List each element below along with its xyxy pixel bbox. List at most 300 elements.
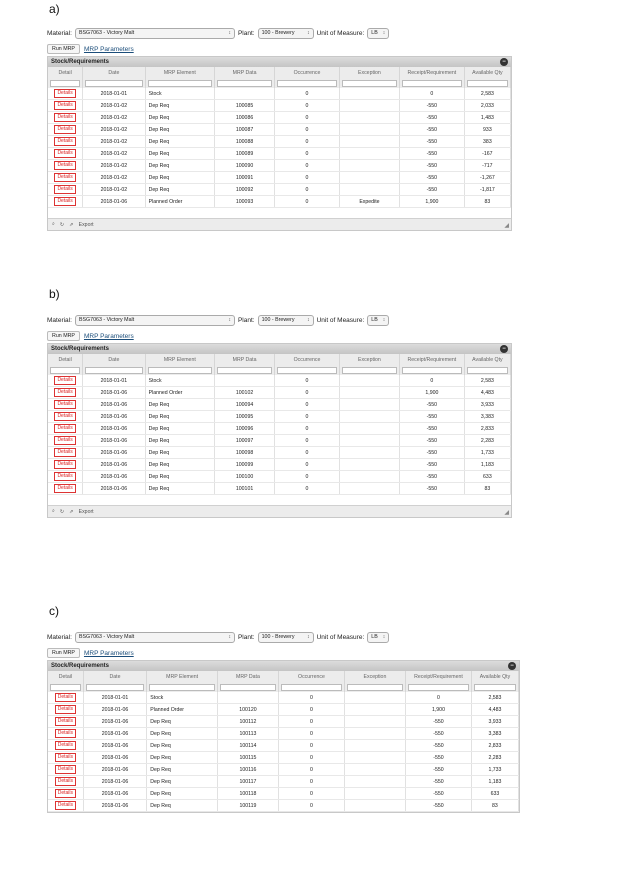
filter-input[interactable] (86, 684, 145, 691)
uom-label: Unit of Measure: (316, 633, 365, 641)
mrp-parameters-link[interactable]: MRP Parameters (83, 45, 134, 53)
table-cell: 2,833 (471, 740, 518, 752)
filter-input[interactable] (277, 80, 337, 87)
table-cell: 0 (279, 752, 345, 764)
table-cell: -167 (464, 148, 510, 160)
details-button[interactable]: Details (54, 149, 75, 158)
table-cell: 100086 (215, 112, 275, 124)
run-mrp-button[interactable]: Run MRP (47, 648, 80, 658)
table-cell (344, 740, 405, 752)
grid-title: Stock/Requirements (51, 663, 110, 669)
detail-cell (48, 459, 83, 471)
filter-cell (279, 682, 345, 692)
plant-select[interactable] (258, 315, 314, 326)
table-cell: Dep Req (147, 788, 218, 800)
table-cell: 100090 (215, 160, 275, 172)
details-button[interactable]: Details (54, 400, 75, 409)
material-label: Material: (47, 316, 72, 324)
table-cell: 100112 (217, 716, 278, 728)
table-cell: 2,583 (471, 692, 518, 704)
filter-cell (344, 682, 405, 692)
filter-input[interactable] (402, 80, 462, 87)
table-cell (339, 459, 399, 471)
filter-input[interactable] (402, 367, 462, 374)
filter-input[interactable] (408, 684, 469, 691)
table-cell: 633 (464, 471, 510, 483)
table-cell: 1,733 (464, 447, 510, 459)
table-cell: -550 (400, 483, 465, 495)
panel-label-a: a) (49, 2, 60, 16)
table-row (48, 112, 511, 124)
filter-input[interactable] (277, 367, 337, 374)
table-cell: 0 (279, 740, 345, 752)
select-arrow-icon: ↕ (228, 317, 231, 323)
grid-title: Stock/Requirements (51, 346, 110, 352)
column-header[interactable]: Exception (339, 354, 399, 365)
filter-input[interactable] (50, 684, 81, 691)
column-header[interactable]: Detail (48, 67, 83, 78)
table-cell (339, 399, 399, 411)
table-cell: 2018-01-06 (83, 728, 147, 740)
table-cell: 1,900 (406, 704, 472, 716)
table-cell: 2018-01-02 (83, 124, 145, 136)
detail-cell (48, 100, 83, 112)
table-cell: 0 (275, 387, 340, 399)
table-cell: 0 (275, 184, 340, 196)
filter-cell (339, 365, 399, 375)
table-cell (339, 88, 399, 100)
refresh-icon[interactable]: ↻ (59, 221, 65, 228)
detail-cell (48, 124, 83, 136)
table-cell (339, 471, 399, 483)
details-button[interactable]: Details (55, 789, 76, 798)
table-row (48, 447, 511, 459)
table-row (48, 788, 519, 800)
detail-cell (48, 148, 83, 160)
details-button[interactable]: Details (54, 412, 75, 421)
table-row (48, 483, 511, 495)
table-cell: -550 (406, 800, 472, 812)
select-arrow-icon: ↕ (307, 634, 310, 640)
details-button[interactable]: Details (55, 717, 76, 726)
table-row (48, 752, 519, 764)
details-button[interactable]: Details (54, 173, 75, 182)
table-cell: Dep Req (145, 435, 214, 447)
grid-empty-space (48, 208, 511, 218)
table-cell: 0 (275, 136, 340, 148)
filter-input[interactable] (148, 367, 212, 374)
mrp-screen-b (47, 311, 512, 518)
filter-input[interactable] (85, 367, 142, 374)
details-button[interactable]: Details (55, 693, 76, 702)
column-header[interactable]: Exception (339, 67, 399, 78)
column-header[interactable]: MRP Data (215, 67, 275, 78)
table-cell: 4,483 (464, 387, 510, 399)
table-cell: 2018-01-06 (83, 752, 147, 764)
details-button[interactable]: Details (55, 753, 76, 762)
detail-cell (48, 788, 83, 800)
filter-input[interactable] (347, 684, 403, 691)
resize-handle-icon[interactable]: ◢ (504, 510, 509, 516)
refresh-icon[interactable]: ↻ (59, 508, 65, 515)
table-cell: 2,583 (464, 88, 510, 100)
details-button[interactable]: Details (55, 729, 76, 738)
details-button[interactable]: Details (55, 777, 76, 786)
filter-input[interactable] (149, 684, 215, 691)
filter-cell (217, 682, 278, 692)
filter-row (48, 78, 511, 88)
column-header[interactable]: Available Qty (464, 354, 510, 365)
filter-input[interactable] (50, 367, 80, 374)
column-header[interactable]: Date (83, 354, 145, 365)
table-cell: 2018-01-06 (83, 764, 147, 776)
collapse-icon[interactable]: − (508, 662, 516, 670)
export-icon[interactable]: ⇗ (69, 508, 74, 515)
select-arrow-icon: ↕ (307, 317, 310, 323)
filter-cell (83, 78, 145, 88)
table-cell: Dep Req (145, 112, 214, 124)
column-header[interactable]: Detail (48, 671, 83, 682)
column-header[interactable]: Occurrence (279, 671, 345, 682)
filter-input[interactable] (217, 367, 272, 374)
filter-input[interactable] (281, 684, 342, 691)
table-row (48, 423, 511, 435)
column-header[interactable]: Occurrence (275, 67, 340, 78)
filter-input[interactable] (467, 80, 508, 87)
table-cell: 1,900 (400, 387, 465, 399)
details-button[interactable]: Details (54, 424, 75, 433)
table-cell (339, 447, 399, 459)
column-header[interactable]: Occurrence (275, 354, 340, 365)
table-cell: 0 (400, 375, 465, 387)
column-header[interactable]: Date (83, 671, 147, 682)
details-button[interactable]: Details (54, 388, 75, 397)
material-select[interactable] (75, 315, 235, 326)
column-header[interactable]: MRP Data (215, 354, 275, 365)
details-button[interactable]: Details (54, 436, 75, 445)
table-cell: -717 (464, 160, 510, 172)
table-cell: 1,900 (400, 196, 465, 208)
filter-row (48, 682, 519, 692)
details-button[interactable]: Details (54, 113, 75, 122)
table-cell: 2018-01-06 (83, 483, 145, 495)
details-button[interactable]: Details (54, 484, 75, 493)
table-cell: 2,833 (464, 423, 510, 435)
select-arrow-icon: ↕ (307, 30, 310, 36)
table-cell: 0 (275, 148, 340, 160)
table-cell: 100088 (215, 136, 275, 148)
column-header[interactable]: Detail (48, 354, 83, 365)
plant-value: 100 - Brewery (261, 317, 295, 323)
table-cell (344, 776, 405, 788)
table-cell (339, 423, 399, 435)
collapse-icon[interactable]: − (500, 58, 508, 66)
grid-empty-space (48, 495, 511, 505)
grid-pager (48, 218, 511, 230)
resize-handle-icon[interactable]: ◢ (504, 223, 509, 229)
table-row (48, 399, 511, 411)
details-button[interactable]: Details (55, 801, 76, 810)
filter-row (48, 365, 511, 375)
table-cell: 4,483 (471, 704, 518, 716)
table-cell: 2018-01-02 (83, 184, 145, 196)
panel-label-b: b) (49, 287, 60, 301)
table-row (48, 704, 519, 716)
table-cell: 1,733 (471, 764, 518, 776)
plant-value: 100 - Brewery (261, 30, 295, 36)
detail-cell (48, 375, 83, 387)
grid-title: Stock/Requirements (51, 59, 110, 65)
table-cell: Dep Req (147, 752, 218, 764)
action-bar (47, 42, 512, 56)
table-cell: Dep Req (147, 764, 218, 776)
table-cell: 0 (275, 471, 340, 483)
table-row (48, 776, 519, 788)
search-icon[interactable]: ⌕ (52, 508, 55, 514)
detail-cell (48, 752, 83, 764)
filter-cell (275, 365, 340, 375)
table-cell (339, 435, 399, 447)
uom-value: LB (371, 30, 378, 36)
plant-label: Plant: (237, 29, 255, 37)
table-cell: 2018-01-06 (83, 423, 145, 435)
details-button[interactable]: Details (55, 765, 76, 774)
table-cell: 100113 (217, 728, 278, 740)
detail-cell (48, 740, 83, 752)
table-cell: 0 (275, 160, 340, 172)
table-cell: Dep Req (147, 740, 218, 752)
column-header[interactable]: Date (83, 67, 145, 78)
details-button[interactable]: Details (55, 705, 76, 714)
table-cell: -550 (400, 124, 465, 136)
details-button[interactable]: Details (54, 472, 75, 481)
plant-select[interactable] (258, 632, 314, 643)
table-cell: -550 (406, 776, 472, 788)
select-arrow-icon: ↕ (382, 30, 386, 36)
search-icon[interactable]: ⌕ (52, 221, 55, 227)
detail-cell (48, 447, 83, 459)
table-cell: 0 (279, 800, 345, 812)
uom-label: Unit of Measure: (316, 29, 365, 37)
grid-table (48, 671, 519, 812)
table-cell: -550 (400, 447, 465, 459)
filter-cell (215, 78, 275, 88)
table-cell: 383 (464, 136, 510, 148)
table-cell: 0 (275, 375, 340, 387)
table-row (48, 411, 511, 423)
filter-cell (48, 78, 83, 88)
detail-cell (48, 160, 83, 172)
table-cell: 2018-01-06 (83, 435, 145, 447)
table-cell: 100100 (215, 471, 275, 483)
table-cell: Dep Req (145, 459, 214, 471)
table-cell: Dep Req (145, 483, 214, 495)
grid-title-bar (48, 57, 511, 67)
table-cell: 2018-01-06 (83, 704, 147, 716)
detail-cell (48, 764, 83, 776)
table-cell: -550 (400, 435, 465, 447)
uom-select[interactable] (367, 315, 389, 326)
table-cell (344, 752, 405, 764)
table-row (48, 148, 511, 160)
filter-input[interactable] (474, 684, 516, 691)
filter-input[interactable] (85, 80, 142, 87)
uom-select[interactable] (367, 632, 389, 643)
table-cell: -550 (400, 172, 465, 184)
grid-title-bar (48, 661, 519, 671)
column-header[interactable]: MRP Data (217, 671, 278, 682)
table-cell: 933 (464, 124, 510, 136)
table-cell: -550 (400, 148, 465, 160)
export-label[interactable]: Export (78, 221, 94, 228)
table-row (48, 387, 511, 399)
details-button[interactable]: Details (54, 376, 75, 385)
plant-value: 100 - Brewery (261, 634, 295, 640)
table-cell: Planned Order (147, 704, 218, 716)
details-button[interactable]: Details (54, 161, 75, 170)
details-button[interactable]: Details (54, 197, 75, 206)
table-cell: -550 (400, 459, 465, 471)
material-value: BSG7063 - Victory Malt (78, 634, 135, 640)
table-cell: 2018-01-06 (83, 740, 147, 752)
table-cell: -550 (406, 728, 472, 740)
table-row (48, 196, 511, 208)
filter-cell (215, 365, 275, 375)
material-value: BSG7063 - Victory Malt (78, 30, 135, 36)
detail-cell (48, 704, 83, 716)
filter-input[interactable] (148, 80, 212, 87)
filter-cell (400, 78, 465, 88)
stock-requirements-grid (47, 56, 512, 231)
table-cell: -550 (400, 399, 465, 411)
uom-select[interactable] (367, 28, 389, 39)
table-cell (339, 387, 399, 399)
table-cell: -550 (400, 136, 465, 148)
details-button[interactable]: Details (54, 89, 75, 98)
details-button[interactable]: Details (54, 101, 75, 110)
filter-input[interactable] (50, 80, 80, 87)
table-row (48, 692, 519, 704)
detail-cell (48, 112, 83, 124)
table-cell: 0 (275, 88, 340, 100)
details-button[interactable]: Details (54, 137, 75, 146)
select-arrow-icon: ↕ (228, 30, 231, 36)
table-cell (344, 728, 405, 740)
table-cell (339, 112, 399, 124)
column-header[interactable]: Receipt/Requirement (406, 671, 472, 682)
column-header[interactable]: MRP Element (147, 671, 218, 682)
plant-select[interactable] (258, 28, 314, 39)
details-button[interactable]: Details (54, 448, 75, 457)
grid-table (48, 354, 511, 495)
table-cell (339, 148, 399, 160)
table-cell: 2018-01-02 (83, 172, 145, 184)
table-cell: 0 (275, 483, 340, 495)
column-header[interactable]: Receipt/Requirement (400, 354, 465, 365)
grid-pager (48, 505, 511, 517)
table-cell: Dep Req (145, 172, 214, 184)
table-cell: -550 (400, 423, 465, 435)
mrp-parameters-link[interactable]: MRP Parameters (83, 649, 134, 657)
filter-cell (147, 682, 218, 692)
filter-input[interactable] (217, 80, 272, 87)
table-cell (339, 411, 399, 423)
filter-input[interactable] (467, 367, 508, 374)
table-cell: Dep Req (145, 399, 214, 411)
mrp-screen-a (47, 24, 512, 231)
table-row (48, 435, 511, 447)
detail-cell (48, 423, 83, 435)
detail-cell (48, 387, 83, 399)
table-row (48, 124, 511, 136)
material-select[interactable] (75, 632, 235, 643)
mrp-parameters-link[interactable]: MRP Parameters (83, 332, 134, 340)
table-cell: 100120 (217, 704, 278, 716)
table-cell: Stock (145, 375, 214, 387)
table-row (48, 160, 511, 172)
table-cell: 2018-01-02 (83, 160, 145, 172)
table-row (48, 716, 519, 728)
material-select[interactable] (75, 28, 235, 39)
export-icon[interactable]: ⇗ (69, 221, 74, 228)
grid-header-row (48, 67, 511, 78)
table-row (48, 88, 511, 100)
table-cell: 100114 (217, 740, 278, 752)
table-cell: Planned Order (145, 387, 214, 399)
filter-input[interactable] (342, 367, 397, 374)
details-button[interactable]: Details (55, 741, 76, 750)
table-cell: 3,933 (471, 716, 518, 728)
column-header[interactable]: Available Qty (471, 671, 518, 682)
column-header[interactable]: MRP Element (145, 67, 214, 78)
filter-cell (471, 682, 518, 692)
filter-cell (406, 682, 472, 692)
table-row (48, 471, 511, 483)
detail-cell (48, 692, 83, 704)
table-cell: 83 (471, 800, 518, 812)
table-cell (344, 788, 405, 800)
export-label[interactable]: Export (78, 508, 94, 515)
collapse-icon[interactable]: − (500, 345, 508, 353)
column-header[interactable]: Available Qty (464, 67, 510, 78)
table-cell: 0 (275, 124, 340, 136)
filter-input[interactable] (220, 684, 276, 691)
uom-value: LB (371, 317, 378, 323)
table-cell: 2018-01-01 (83, 88, 145, 100)
table-cell: 2018-01-06 (83, 411, 145, 423)
table-cell: Dep Req (145, 160, 214, 172)
run-mrp-button[interactable]: Run MRP (47, 331, 80, 341)
details-button[interactable]: Details (54, 460, 75, 469)
table-cell: 3,933 (464, 399, 510, 411)
details-button[interactable]: Details (54, 125, 75, 134)
column-header[interactable]: Receipt/Requirement (400, 67, 465, 78)
detail-cell (48, 483, 83, 495)
table-cell: 2,283 (464, 435, 510, 447)
table-cell: 100117 (217, 776, 278, 788)
table-cell: Dep Req (147, 728, 218, 740)
filter-cell (464, 78, 510, 88)
filter-cell (145, 78, 214, 88)
material-toolbar (47, 24, 512, 42)
table-cell: Dep Req (147, 776, 218, 788)
table-cell: 2,283 (471, 752, 518, 764)
column-header[interactable]: MRP Element (145, 354, 214, 365)
run-mrp-button[interactable]: Run MRP (47, 44, 80, 54)
column-header[interactable]: Exception (344, 671, 405, 682)
filter-input[interactable] (342, 80, 397, 87)
details-button[interactable]: Details (54, 185, 75, 194)
